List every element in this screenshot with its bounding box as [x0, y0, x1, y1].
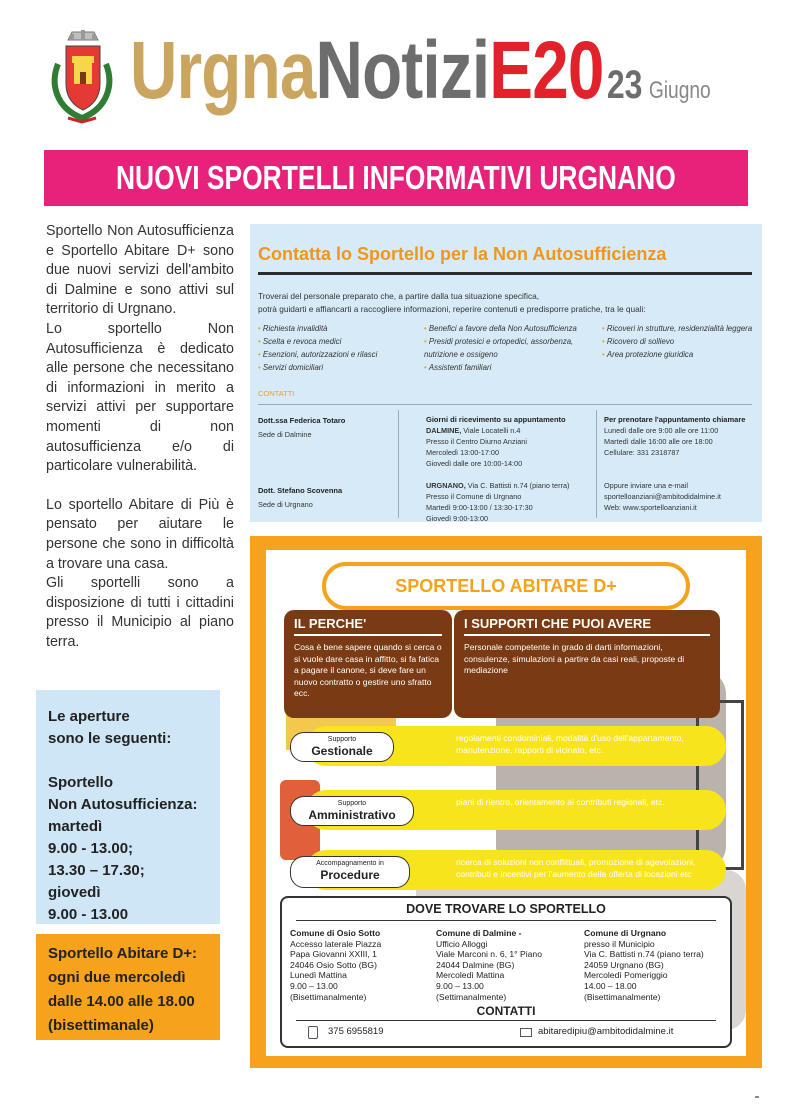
hours-line: Sportello	[48, 774, 114, 791]
masthead-month: Giugno	[648, 77, 711, 104]
masthead-part-urgna: Urgna	[130, 25, 316, 116]
support-procedure-label	[290, 856, 410, 888]
reception-days-heading: Giorni di ricevimento su appuntamento	[426, 415, 566, 424]
support-gestionale-label	[290, 732, 394, 762]
location-line: Ufficio Alloggi	[436, 938, 488, 949]
locations-divider	[296, 920, 716, 921]
location-line: (Bisettimanalmente)	[584, 991, 661, 1002]
booking-email-link[interactable]: sportelloanziani@ambitodidalmine.it	[604, 492, 721, 501]
abitare-hours-line: ogni due mercoledì	[48, 969, 186, 986]
city-urgnano: URGNANO,	[426, 481, 466, 490]
pill-big: Gestionale	[311, 744, 373, 758]
hours-line: giovedì	[48, 884, 101, 901]
hours-line: Non Autosufficienza:	[48, 796, 198, 813]
location-line: Accesso laterale Piazza	[290, 938, 382, 949]
city-dalmine: DALMINE,	[426, 426, 462, 435]
why-heading: IL PERCHE'	[294, 616, 442, 636]
reception-line: Giovedì dalle ore 10:00-14:00	[426, 459, 523, 468]
booking-column	[604, 414, 760, 513]
reception-line	[426, 425, 596, 436]
intro-paragraph-4: Gli sportelli sono a disposizione di tutti i cittadini presso il Municipio al piano terra.	[46, 575, 234, 650]
reception-line: Presso il Comune di Urgnano	[426, 492, 522, 501]
contacts-divider	[296, 1020, 716, 1021]
pill-small: Supporto	[327, 736, 357, 743]
poster-title: SPORTELLO ABITARE D+	[322, 562, 690, 610]
poster-email[interactable]: abitaredipiu@ambitodidalmine.it	[538, 1026, 674, 1037]
support-procedure-bar: ricerca di soluzioni non conflittuali, promozione di agevolazioni, contributi e incentivi per l'aumento della offerta di locazioni etc	[306, 850, 726, 890]
services-list-3	[602, 322, 760, 361]
panel-title: Contatta lo Sportello per la Non Autosufficienza	[258, 244, 667, 264]
booking-line: Martedì dalle 16:00 alle ore 18:00	[604, 437, 713, 446]
intro-paragraph-2: Lo sportello Non Autosufficienza è dedicato alle persone che necessitano di informazioni in merito a servizi attivi per supportare momenti di non autosufficienza e/o di particolare vulnerabilità.	[46, 320, 234, 475]
location-osio-sotto	[290, 928, 430, 1002]
panel-intro-line: Troverai del personale preparato che, a partire dalla tua situazione specifica,	[258, 291, 540, 301]
booking-line: Oppure inviare una e-mail	[604, 481, 688, 490]
phone-icon	[308, 1026, 318, 1039]
contact-name-scovenna: Dott. Stefano Scovenna	[258, 486, 343, 495]
booking-web-link[interactable]: Web: www.sportelloanziani.it	[604, 503, 697, 512]
location-name: Comune di Urgnano	[584, 928, 667, 938]
location-line: Via C. Battisti n.74 (piano terra)	[584, 949, 704, 960]
why-box	[284, 610, 452, 718]
service-item: • Benefici a favore della Non Autosufficienza	[424, 322, 600, 335]
masthead-part-notizi: Notizi	[315, 25, 490, 116]
service-item: • Esenzioni, autorizzazioni e rilasci	[258, 348, 418, 361]
non-autosufficienza-panel	[250, 224, 762, 522]
service-item: • Assistenti familiari	[424, 361, 600, 374]
dalmine-address: Viale Locatelli n.4	[461, 426, 521, 435]
hours-line: martedì	[48, 818, 103, 835]
pill-small: Supporto	[337, 800, 367, 807]
contact-name-totaro: Dott.ssa Federica Totaro	[258, 416, 346, 425]
contacts-divider	[258, 404, 752, 405]
pill-big: Procedure	[320, 868, 380, 882]
location-name: Comune di Dalmine -	[436, 928, 522, 938]
service-item: • Ricoveri in strutture, residenzialità leggera	[602, 322, 760, 335]
service-item: • Presidi protesici e ortopedici, assorbenza, nutrizione e ossigeno	[424, 335, 600, 361]
page-marker	[755, 1096, 759, 1098]
masthead-part-23: 23	[606, 63, 643, 107]
why-text: Cosa è bene sapere quando si cerca o si vuole dare casa in affitto, si fa fatica a pagare il canone, si deve fare un nuovo contratto o gestire uno sfratto ecc.	[294, 642, 442, 698]
pill-small: Accompagnamento in	[316, 860, 384, 867]
reception-line: Giovedì 9:00-13:00	[426, 514, 489, 523]
service-item: • Scelta e revoca medici	[258, 335, 418, 348]
support-gestionale-bar: regolamenti condominiali, modalità d'uso dell'appartamento, manutenzione, rapporti di vicinato, etc.	[306, 726, 726, 766]
location-line: Mercoledì Pomeriggio	[584, 970, 668, 981]
opening-hours-box	[36, 690, 220, 924]
services-list-2	[424, 322, 600, 374]
pill-big: Amministrativo	[308, 808, 396, 822]
reception-line	[426, 480, 596, 491]
service-item: • Servizi domiciliari	[258, 361, 418, 374]
intro-paragraph-3: Lo sportello Abitare di Più è pensato per aiutare le persone che sono in difficoltà a trovare una casa.	[46, 496, 234, 572]
location-line: 24044 Dalmine (BG)	[436, 959, 515, 970]
mail-icon	[520, 1028, 532, 1037]
abitare-hours-line: Sportello Abitare D+:	[48, 945, 198, 962]
supports-heading: I SUPPORTI CHE PUOI AVERE	[464, 616, 710, 636]
location-line: (Bisettimanalmente)	[290, 991, 367, 1002]
hours-line: sono le seguenti:	[48, 730, 172, 747]
abitare-hours-box	[36, 934, 220, 1040]
supports-text: Personale competente in grado di darti informazioni, consulenze, simulazioni a partire da casi reali, proposte di mediazione	[464, 642, 685, 675]
hours-line: 13.30 – 17.30;	[48, 862, 145, 879]
location-dalmine	[436, 928, 576, 1002]
contacts-label: CONTATTI	[258, 389, 295, 398]
booking-line: Lunedì dalle ore 9:00 alle ore 11:00	[604, 426, 719, 435]
urgnano-address: Via C. Battisti n.74 (piano terra)	[465, 481, 570, 490]
location-line: Papa Giovanni XXIII, 1	[290, 949, 377, 960]
service-item: • Richiesta invalidità	[258, 322, 418, 335]
intro-paragraph-1: Sportello Non Autosufficienza e Sportello Abitare D+ sono due nuovi servizi dell'ambito di Dalmine e sono attivi sul territorio di Urgnano.	[46, 223, 234, 318]
locations-title: DOVE TROVARE LO SPORTELLO	[406, 902, 606, 916]
booking-phone[interactable]: Cellulare: 331 2318787	[604, 448, 680, 457]
municipal-crest-logo	[48, 24, 118, 126]
location-name: Comune di Osio Sotto	[290, 928, 381, 938]
poster-phone[interactable]: 375 6955819	[328, 1026, 384, 1037]
abitare-hours-line: dalle 14.00 alle 18.00	[48, 993, 195, 1010]
poster-contacts-heading: CONTATTI	[476, 1004, 536, 1018]
location-line: Lunedì Mattina	[290, 970, 347, 981]
panel-intro-line: potrà guidarti e affiancarti a raccogliere informazioni, reperire contenuti e predisporre pratiche, tra le quali:	[258, 304, 646, 314]
panel-divider	[258, 272, 752, 275]
hours-line: 9.00 - 13.00	[48, 906, 129, 923]
abitare-poster	[250, 536, 762, 1068]
hours-line: 9.00 - 13.00;	[48, 840, 134, 857]
poster-content	[266, 550, 746, 1056]
masthead-part-e20: E20	[489, 25, 604, 116]
service-item: • Area protezione giuridica	[602, 348, 760, 361]
contact-sede-urgnano: Sede di Urgnano	[258, 500, 313, 509]
booking-heading: Per prenotare l'appuntamento chiamare	[604, 415, 746, 424]
intro-text	[46, 222, 234, 652]
location-line: Mercoledì Mattina	[436, 970, 505, 981]
reception-line: Martedì 9:00-13:00 / 13:30-17:30	[426, 503, 533, 512]
abitare-hours-line: (bisettimanale)	[48, 1017, 154, 1034]
location-line: Viale Marconi n. 6, 1° Piano	[436, 949, 542, 960]
location-line: 24059 Urgnano (BG)	[584, 959, 664, 970]
column-divider	[596, 410, 597, 518]
reception-line: Mercoledì 13:00-17:00	[426, 448, 500, 457]
page-title: NUOVI SPORTELLI INFORMATIVI URGNANO	[116, 159, 676, 196]
location-line: 9.00 – 13.00	[436, 980, 484, 991]
location-line: presso il Municipio	[584, 938, 655, 949]
location-urgnano	[584, 928, 730, 1002]
services-list-1	[258, 322, 418, 374]
locations-box	[280, 896, 732, 1048]
hours-line: Le aperture	[48, 708, 130, 725]
support-amministrativo-bar: piani di rientro, orientamento ai contributi regionali, etc.	[306, 790, 726, 830]
support-amministrativo-label	[290, 796, 414, 826]
location-line: 14.00 – 18.00	[584, 980, 637, 991]
reception-days-column	[426, 414, 596, 524]
page-title-banner	[44, 150, 748, 206]
supports-box	[454, 610, 720, 718]
service-item: • Ricovero di sollievo	[602, 335, 760, 348]
panel-intro	[258, 290, 748, 316]
location-line: 24046 Osio Sotto (BG)	[290, 959, 377, 970]
location-line: (Settimanalmente)	[436, 991, 507, 1002]
contact-sede-dalmine: Sede di Dalmine	[258, 430, 312, 439]
column-divider	[398, 410, 399, 518]
location-line: 9.00 – 13.00	[290, 980, 338, 991]
reception-line: Presso il Centro Diurno Anziani	[426, 437, 527, 446]
newsletter-masthead	[130, 24, 711, 124]
